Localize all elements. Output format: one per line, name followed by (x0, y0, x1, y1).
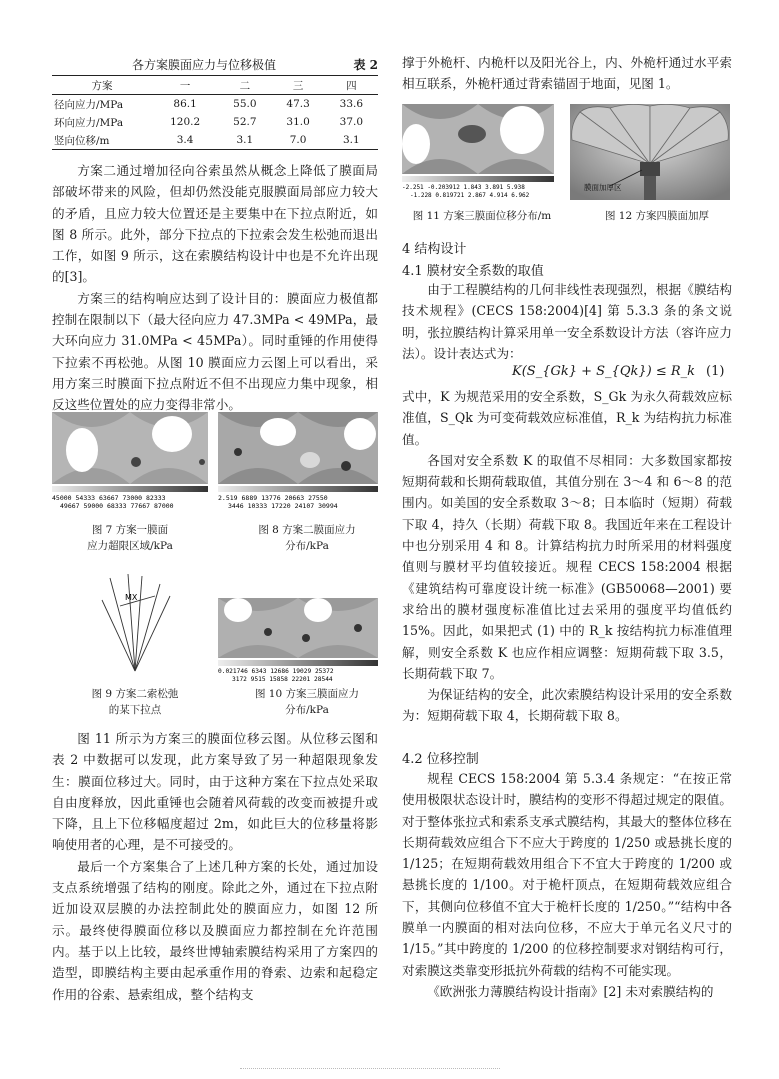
row-label: 竖向位移/m (52, 131, 152, 150)
right-column-sec41-cont (402, 386, 732, 727)
table-header-cell: 方案 (52, 76, 152, 95)
paragraph: 撑于外桅杆、内桅杆以及阳光谷上，内、外桅杆通过水平索相互联系，外桅杆通过背索锚固于地面，见图 1。 (402, 55, 732, 92)
fig8-legend-bottom: 3446 10333 17220 24107 30994 (228, 502, 338, 510)
page-footer-dots (240, 1068, 500, 1073)
caption-line: 分布/kPa (285, 704, 329, 716)
table-row (52, 95, 378, 114)
figure-11-image (402, 104, 554, 200)
right-column-sec42 (402, 768, 732, 1002)
fig11-legend-bottom: -1.228 0.819721 2.867 4.914 6.962 (410, 192, 530, 199)
caption-line: 分布/kPa (285, 540, 329, 552)
subsection-heading: 4.2 位移控制 (402, 752, 479, 767)
table-cell: 31.0 (286, 116, 310, 128)
fig11-legend-top: -2.251 -0.203912 1.843 3.891 5.938 (402, 184, 525, 191)
figure-12-image (570, 104, 730, 200)
table-cell: 3.4 (152, 131, 218, 150)
figure-7-caption (60, 522, 200, 554)
table-header-cell: 四 (325, 76, 378, 95)
fig10-legend-top: 0.021746 6343 12686 19029 25372 (218, 668, 334, 675)
figure-9-caption (70, 686, 200, 718)
figure-8-caption (232, 522, 382, 554)
right-column-top (402, 52, 732, 95)
figure-10-image (218, 598, 378, 684)
fig7-legend-top: 45000 54333 63667 73000 82333 (52, 494, 166, 502)
fig9-mark: MX (125, 593, 138, 602)
table-header-cell: 三 (271, 76, 324, 95)
left-column-upper (52, 160, 378, 416)
table-header-cell: 一 (152, 76, 218, 95)
caption-line: 图 9 方案二索松弛 (91, 688, 179, 700)
paragraph: 方案三的结构响应达到了设计目的：膜面应力极值都控制在限制以下（最大径向应力 47.3MPa < 49MPa，最大环向应力 31.0MPa < 45MPa）。同时重锤的作用使得下拉索不再松弛。从图 10 膜面应力云图上可以看出，采用方案三时膜面下拉点附近不但不出现应力集中现象，相反这些位置处的应力变得非常小。 (52, 290, 378, 413)
paragraph: 方案二通过增加径向谷索虽然从概念上降低了膜面局部破坏带来的风险，但却仍然没能克服膜面局部应力较大的矛盾，且应力较大位置还是主要集中在下拉点附近，如图 8 所示。此外，部分下拉点的下拉索会发生松弛而退出工作，如图 9 所示，这在索膜结构设计中也是不允许出现的[3]。 (52, 163, 378, 285)
figure-9-image (80, 566, 190, 676)
fig8-legend-top: 2.519 6889 13776 20663 27550 (218, 494, 328, 502)
fig10-legend-bottom: 3172 9515 15858 22201 28544 (232, 676, 333, 683)
paragraph: 为保证结构的安全，此次索膜结构设计采用的安全系数为：短期荷载下取 4，长期荷载下取 8。 (402, 687, 732, 724)
table-label: 表 2 (353, 58, 378, 72)
caption-line: 应力超限区域/kPa (87, 540, 173, 552)
table-cell: 120.2 (170, 116, 201, 128)
equation-number: (1) (706, 364, 725, 379)
figure-12-caption: 图 12 方案四膜面加厚 (604, 210, 710, 222)
table-cell: 7.0 (271, 131, 324, 150)
paragraph: 规程 CECS 158:2004 第 5.3.4 条规定：“在按正常使用极限状态设计时，膜结构的变形不得超过规定的限值。对于整体张拉式和索系支承式膜结构，其最大的整体位移在长期荷载效应组合下不应大于跨度的 1/250 或悬挑长度的 1/125；在短期荷载效用组合下不宜大于跨度的 1/200 或悬挑长度的 1/100。对于桅杆顶点，在短期荷载效应组合下，其侧向位移值不宜大于桅杆长度的 1/250。”“结构中各膜单一内膜面的相对法向位移，不应大于单元名义尺寸的 1/15。”其中跨度的 1/200 的位移控制要求对钢结构可行，对索膜这类靠变形抵抗外荷载的结构不可能实现。 (402, 771, 732, 978)
figure-10-caption (232, 686, 382, 718)
paragraph: 由于工程膜结构的几何非线性表现强烈，根据《膜结构技术规程》(CECS 158:2004)[4] 第 5.3.3 条的条文说明，张拉膜结构计算采用单一安全系数设计方法（容许应力法）。设计表达式为： (402, 282, 732, 361)
table-2-header (52, 56, 378, 74)
table-header-cell: 二 (218, 76, 271, 95)
table-row (52, 113, 378, 131)
paragraph: 《欧洲张力薄膜结构设计指南》[2] 未对索膜结构的 (427, 983, 714, 999)
table-title: 各方案膜面应力与位移极值 (132, 58, 277, 72)
paragraph: 最后一个方案集合了上述几种方案的长处，通过加设支点系统增强了结构的刚度。除此之外，通过在下拉点附近加设双层膜的办法控制此处的膜面应力，如图 12 所示。最终使得膜面位移以及膜面应力都控制在允许范围内。基于以上比较，最终世博轴索膜结构采用了方案四的造型，即膜结构主要由起承重作用的脊索、边索和起稳定作用的谷索、悬索组成，整个结构支 (52, 858, 378, 1002)
table-cell: 3.1 (218, 131, 271, 150)
caption-line: 图 8 方案二膜面应力 (258, 524, 356, 536)
table-cell: 3.1 (325, 131, 378, 150)
row-label: 环向应力/MPa (54, 116, 124, 129)
section-heading: 4 结构设计 (402, 242, 467, 257)
figure-11-caption: 图 11 方案三膜面位移分布/m (412, 210, 552, 222)
fig7-legend-bottom: 49667 59000 68333 77667 87000 (60, 502, 174, 510)
table-cell: 37.0 (339, 116, 364, 128)
paragraph: 图 11 所示为方案三的膜面位移云图。从位移云图和表 2 中数据可以发现，此方案导致了另一种超限现象发生：膜面位移过大。同时，由于这种方案在下拉点处采取自由度释放，因此重锤也会随着风荷载的改变而被提升或下降，且上下位移幅度超过 2m，如此巨大的位移量将影响使用者的心理，是不可接受的。 (52, 731, 378, 853)
results-table (52, 75, 378, 150)
paragraph: 各国对安全系数 K 的取值不尽相同：大多数国家都按短期荷载和长期荷载取值，其值分别在 3～4 和 6～8 的范围内。如美国的安全系数取 3～8；日本临时（短期）荷载下取 4，持久（长期）荷载下取 8。我国近年来在工程设计中也分别采用 4 和 8。计算结构抗力时所采用的材料强度值则与膜材平均值较接近。规程 CECS 158:2004 根据《建筑结构可靠度设计统一标准》(GB50068—2001) 要求给出的膜材强度标准值比过去采用的强度平均值低约 15%。因此，如果把式 (1) 中的 R_k 按结构抗力标准值理解，则安全系数 K 也应作相应调整：短期荷载下取 3.5，长期荷载下取 7。 (402, 452, 732, 681)
table-cell: 33.6 (339, 98, 364, 110)
caption-line: 的某下拉点 (108, 704, 162, 716)
right-column-sec41 (402, 279, 732, 364)
table-header-row (52, 76, 378, 95)
table-cell: 86.1 (173, 98, 197, 110)
table-cell: 55.0 (233, 98, 257, 110)
table-cell: 52.7 (233, 116, 257, 128)
caption-line: 图 10 方案三膜面应力 (254, 688, 360, 700)
caption-line: 图 7 方案一膜面 (91, 524, 169, 536)
paragraph: 式中，K 为规范采用的安全系数，S_Gk 为永久荷载效应标准值，S_Qk 为可变荷载效应标准值，R_k 为结构抗力标准值。 (402, 389, 732, 447)
left-column-lower (52, 728, 378, 1005)
equation-1: K(S_{Gk} + S_{Qk}) ≤ R_k (512, 364, 696, 379)
figure-8-image (218, 412, 378, 512)
subsection-heading: 4.1 膜材安全系数的取值 (402, 264, 544, 279)
fig12-annotation: 膜面加厚区 (584, 183, 622, 192)
table-row (52, 131, 378, 150)
figure-7-image (52, 412, 208, 512)
row-label: 径向应力/MPa (54, 98, 124, 111)
table-cell: 47.3 (286, 98, 310, 110)
